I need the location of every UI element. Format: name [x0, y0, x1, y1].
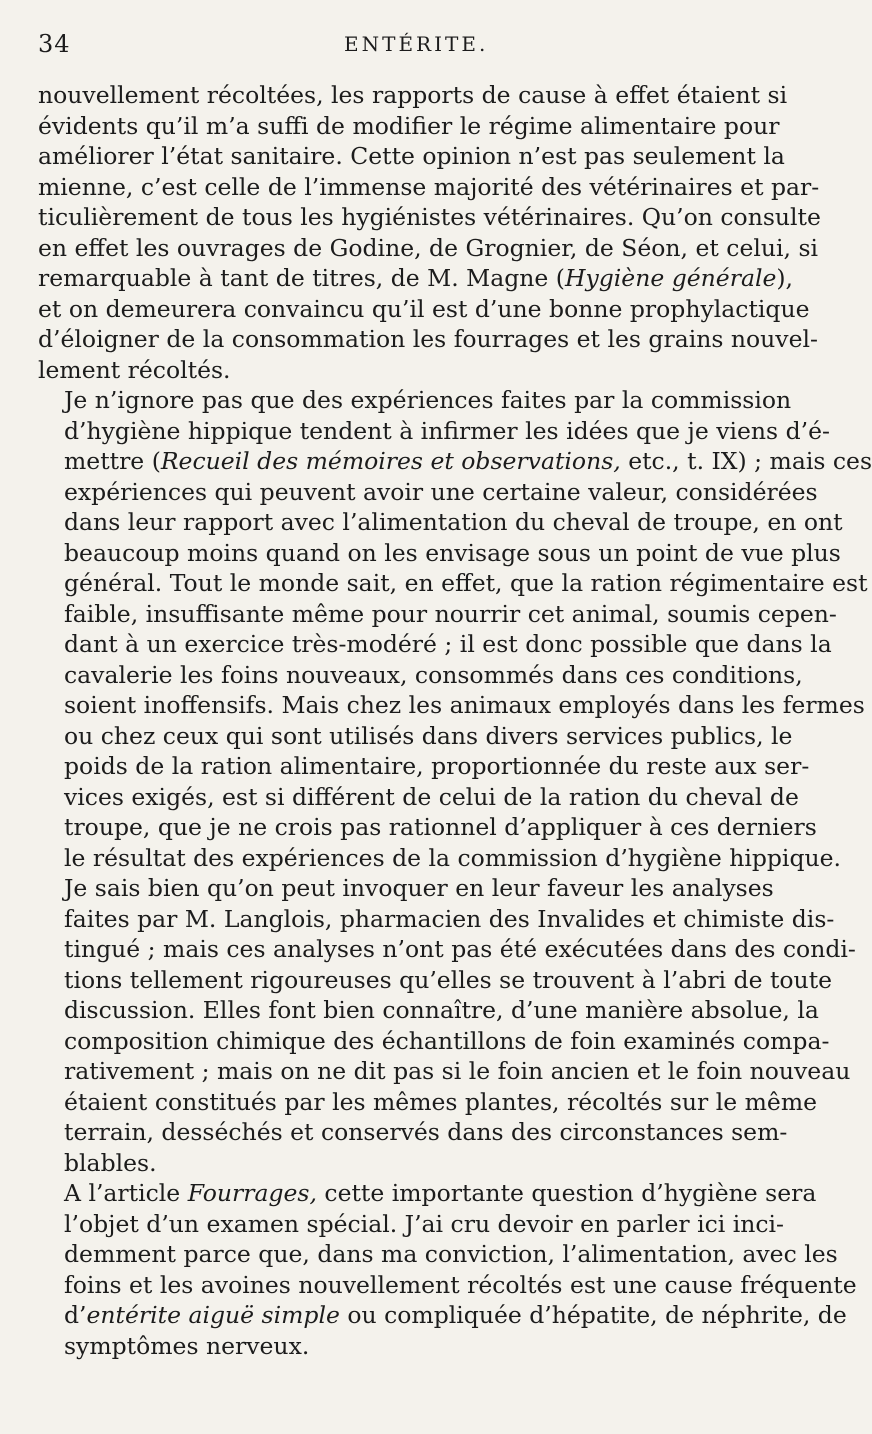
- text-line: [38, 141, 785, 172]
- text-run: foins et les avoines nouvellement récoltés est une cause fréquente: [64, 1270, 857, 1299]
- text-line: [38, 873, 774, 904]
- text-run: en effet les ouvrages de Godine, de Grognier, de Séon, et celui, si: [38, 233, 819, 262]
- text-run: ),: [776, 264, 794, 292]
- text-run: composition chimique des échantillons de foin examinés compa-: [64, 1026, 830, 1055]
- text-line: [38, 812, 817, 843]
- text-run: faible, insuffisante même pour nourrir cet animal, soumis cepen-: [64, 599, 837, 628]
- text-line: [38, 995, 819, 1026]
- text-run: remarquable à tant de titres, de M. Magne (: [38, 264, 565, 292]
- text-line: [38, 599, 837, 630]
- text-run: dans leur rapport avec l’alimentation du cheval de troupe, en ont: [64, 508, 843, 536]
- text-line: [38, 690, 865, 721]
- text-run: soient inoffensifs. Mais chez les animaux employés dans les fermes: [64, 691, 865, 719]
- text-line: [38, 934, 856, 965]
- text-run: tingué ; mais ces analyses n’ont pas été exécutées dans des condi-: [64, 935, 856, 963]
- italic-text: Hygiène générale: [564, 264, 777, 292]
- text-run: d’éloigner de la consommation les fourrages et les grains nouvel-: [38, 325, 818, 353]
- text-run: poids de la ration alimentaire, proportionnée du reste aux ser-: [64, 752, 810, 780]
- paragraph: [38, 385, 872, 873]
- text-run: A l’article: [64, 1179, 188, 1207]
- text-run: étaient constitués par les mêmes plantes, récoltés sur le même: [64, 1087, 818, 1116]
- text-line: [38, 202, 821, 233]
- text-line: [38, 843, 842, 874]
- text-run: nouvellement récoltées, les rapports de cause à effet étaient si: [38, 81, 788, 109]
- text-line: [38, 538, 841, 569]
- text-run: ou chez ceux qui sont utilisés dans divers services publics, le: [64, 721, 793, 750]
- text-run: blables.: [64, 1148, 157, 1177]
- text-run: le résultat des expériences de la commission d’hygiène hippique.: [64, 843, 842, 872]
- text-run: et on demeurera convaincu qu’il est d’une bonne prophylactique: [38, 294, 810, 323]
- text-line: [38, 80, 788, 111]
- text-run: ticulièrement de tous les hygiénistes vétérinaires. Qu’on consulte: [38, 203, 821, 231]
- text-run: ou compliquée d’hépatite, de néphrite, de: [339, 1301, 847, 1329]
- text-run: symptômes nerveux.: [64, 1331, 310, 1360]
- text-line: [38, 1270, 857, 1301]
- text-run: mienne, c’est celle de l’immense majorité des vétérinaires et par-: [38, 172, 820, 201]
- text-run: Je n’ignore pas que des expériences faites par la commission: [64, 386, 792, 414]
- text-line: [38, 294, 810, 325]
- text-run: beaucoup moins quand on les envisage sous un point de vue plus: [64, 538, 841, 567]
- text-run: terrain, desséchés et conservés dans des circonstances sem-: [64, 1118, 788, 1146]
- text-run: Je sais bien qu’on peut invoquer en leur faveur les analyses: [64, 874, 774, 902]
- text-line: [38, 385, 792, 416]
- text-line: [38, 1300, 847, 1331]
- italic-text: Fourrages,: [187, 1179, 317, 1207]
- text-line: [38, 1117, 788, 1148]
- text-run: l’objet d’un examen spécial. J’ai cru devoir en parler ici inci-: [64, 1209, 784, 1238]
- text-run: lement récoltés.: [38, 355, 231, 384]
- text-run: évidents qu’il m’a suffi de modifier le régime alimentaire pour: [38, 111, 780, 140]
- text-run: expériences qui peuvent avoir une certaine valeur, considérées: [64, 477, 818, 506]
- text-run: faites par M. Langlois, pharmacien des Invalides et chimiste dis-: [64, 904, 835, 933]
- text-run: demment parce que, dans ma conviction, l’alimentation, avec les: [64, 1240, 838, 1268]
- text-run: mettre (: [64, 447, 161, 475]
- text-line: [38, 965, 833, 996]
- text-line: [38, 721, 793, 752]
- text-line: [38, 1026, 830, 1057]
- text-line: [38, 477, 818, 508]
- text-run: troupe, que je ne crois pas rationnel d’appliquer à ces derniers: [64, 813, 817, 841]
- text-run: cette importante question d’hygiène sera: [316, 1179, 817, 1207]
- text-line: [38, 355, 766, 386]
- text-line: [38, 1331, 766, 1362]
- paragraph: [38, 80, 821, 385]
- paragraph: [38, 1178, 857, 1361]
- text-run: cavalerie les foins nouveaux, consommés dans ces conditions,: [64, 660, 803, 689]
- text-line: [38, 1087, 818, 1118]
- text-line: [38, 568, 868, 599]
- book-page: [38, 30, 872, 1361]
- text-line: [38, 416, 830, 447]
- text-line: [38, 751, 810, 782]
- text-line: [38, 446, 872, 477]
- text-run: dant à un exercice très-modéré ; il est donc possible que dans la: [64, 630, 832, 658]
- text-line: [38, 233, 819, 264]
- paragraph: [38, 873, 856, 1178]
- text-line: [38, 1178, 817, 1209]
- text-run: vices exigés, est si différent de celui de la ration du cheval de: [64, 782, 799, 811]
- text-line: [38, 782, 799, 813]
- text-run: améliorer l’état sanitaire. Cette opinion n’est pas seulement la: [38, 142, 785, 170]
- text-line: [38, 629, 832, 660]
- text-line: [38, 660, 803, 691]
- text-line: [38, 507, 843, 538]
- text-line: [38, 1209, 784, 1240]
- text-run: d’: [64, 1301, 87, 1329]
- text-run: tions tellement rigoureuses qu’elles se trouvent à l’abri de toute: [64, 965, 833, 994]
- italic-text: Recueil des mémoires et observations,: [160, 447, 621, 475]
- page-header: [38, 30, 766, 60]
- text-run: d’hygiène hippique tendent à infirmer les idées que je viens d’é-: [64, 416, 830, 445]
- text-line: [38, 324, 818, 355]
- body-text: [38, 80, 872, 1361]
- text-run: discussion. Elles font bien connaître, d’une manière absolue, la: [64, 996, 819, 1024]
- text-line: [38, 1148, 766, 1179]
- text-line: [38, 1056, 851, 1087]
- text-line: [38, 904, 835, 935]
- text-run: etc., t. IX) ; mais ces: [620, 447, 872, 475]
- text-line: [38, 111, 780, 142]
- text-line: [38, 172, 820, 203]
- text-run: rativement ; mais on ne dit pas si le foin ancien et le foin nouveau: [64, 1057, 851, 1085]
- running-head: ENTÉRITE.: [344, 32, 489, 56]
- italic-text: entérite aiguë simple: [86, 1301, 340, 1329]
- text-line: [38, 1239, 838, 1270]
- text-run: général. Tout le monde sait, en effet, que la ration régimentaire est: [64, 569, 868, 597]
- text-line: [38, 263, 794, 294]
- page-number: 34: [38, 30, 71, 58]
